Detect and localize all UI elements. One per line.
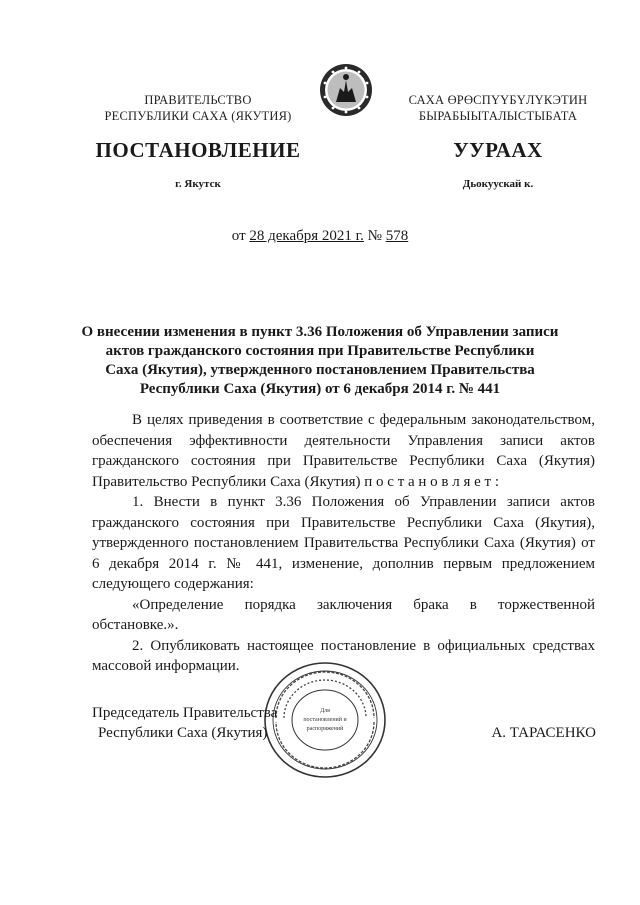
date-line <box>0 228 640 245</box>
signature-position-line1: Председатель Правительства <box>92 705 278 721</box>
body-paragraph-4: 2. Опубликовать настоящее постановление в официальных средствах массовой информации. <box>92 637 595 674</box>
seal-inner-line3: распоряжений <box>306 726 344 732</box>
date-prefix: от <box>231 228 246 244</box>
title-line3: Саха (Якутия), утвержденного постановлением Правительства <box>105 362 535 378</box>
header-right-line1: САХА ӨРӨСПҮҮБҮЛҮКЭТИН <box>408 93 588 107</box>
doc-type-right: УУРААХ <box>453 138 543 162</box>
title-line4: Республики Саха (Якутия) от 6 декабря 2014 г. № 441 <box>139 381 501 397</box>
signature-position <box>92 703 292 743</box>
city-left: г. Якутск <box>175 178 221 190</box>
header-left <box>68 92 328 124</box>
seal-inner-line1: Для <box>320 708 330 714</box>
body-paragraph-2: 1. Внести в пункт 3.36 Положения об Управлении записи актов гражданского состояния при Правительстве Республики Саха (Якутия), утвержденного постановлением Правительства Республики Саха (Якутия) от 6 декабря 2014 г. № 441, изменение, дополнив первым предложением следующего содержания: <box>92 494 595 592</box>
signatory-name: А. ТАРАСЕНКО <box>491 725 596 741</box>
number-sign: № <box>367 228 382 244</box>
document-number: 578 <box>385 228 409 244</box>
title-line1: О внесении изменения в пункт 3.36 Положения об Управлении записи <box>81 324 559 340</box>
seal-inner-line2: постановлений и <box>303 717 347 723</box>
document-body <box>92 410 595 677</box>
doc-type-left: ПОСТАНОВЛЕНИЕ <box>95 138 301 162</box>
document-date: 28 декабря 2021 г. <box>249 228 364 244</box>
header-right-line2: БЫРАБЫЫТАЛЫСТЫБАТА <box>418 109 578 123</box>
body-paragraph-3: «Определение порядка заключения брака в торжественной обстановке.». <box>92 596 595 633</box>
header-left-line1: ПРАВИТЕЛЬСТВО <box>144 93 252 107</box>
city-right: Дьокуускай к. <box>462 178 534 190</box>
body-paragraph-1: В целях приведения в соответствие с федеральным законодательством, обеспечения эффективности деятельности Управления записи актов гражданского состояния при Правительстве Республики Саха (Якутия) Правительство Республики Саха (Якутия) п о с т а н о в л я е т : <box>92 412 595 490</box>
header-right <box>368 92 628 124</box>
sakha-coat-of-arms-icon <box>318 62 374 118</box>
title-line2: актов гражданского состояния при Правительстве Республики <box>105 343 535 359</box>
document-title <box>60 323 580 399</box>
signature-position-line2: Республики Саха (Якутия) <box>98 725 268 741</box>
header-left-line2: РЕСПУБЛИКИ САХА (ЯКУТИЯ) <box>104 109 292 123</box>
